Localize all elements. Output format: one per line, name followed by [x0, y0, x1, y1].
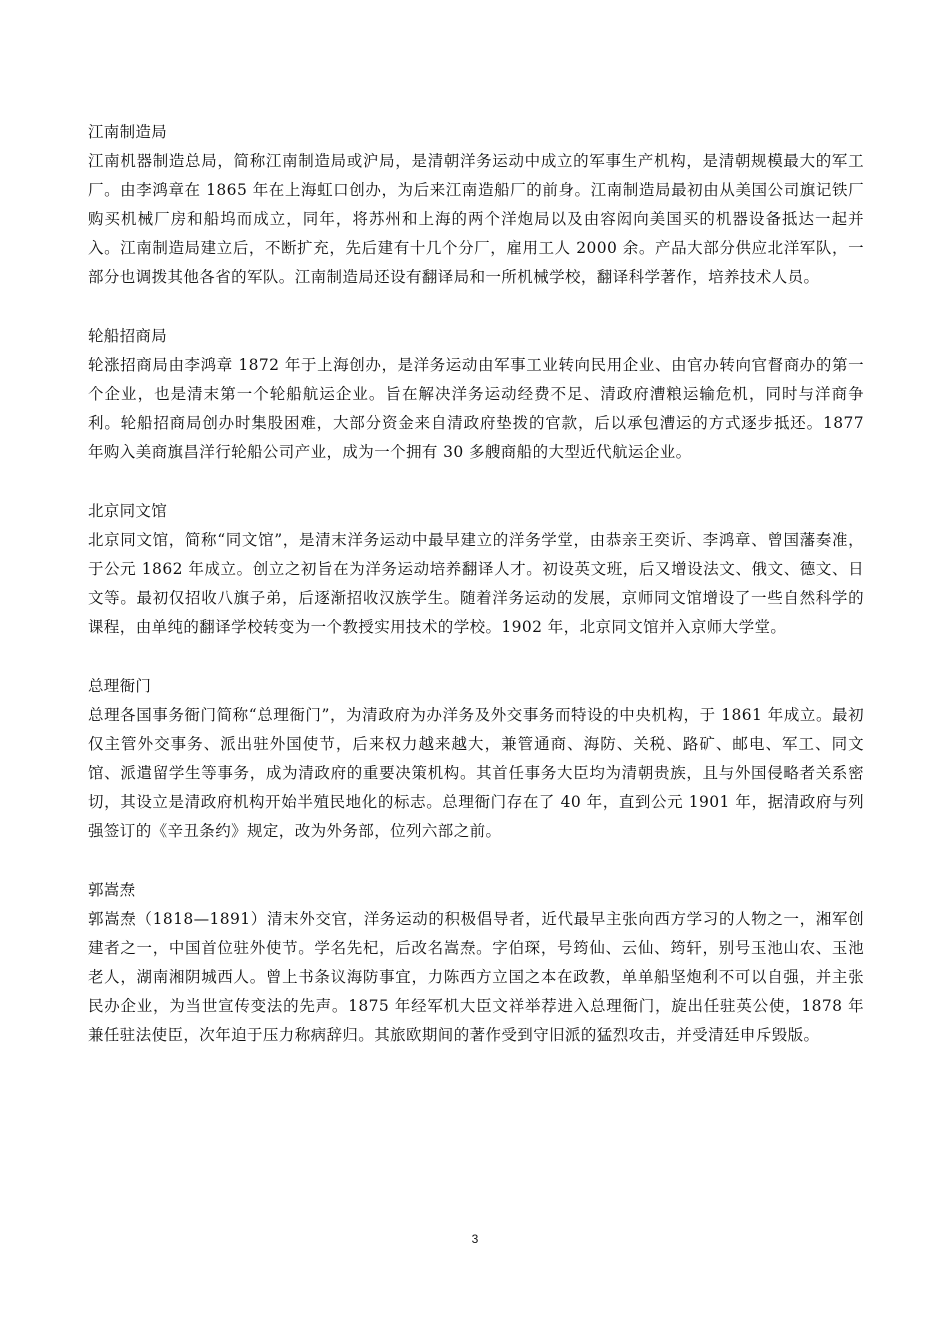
section-tongwen-guan [88, 497, 864, 642]
section-guo-songtao [88, 876, 864, 1050]
section-body: 轮涨招商局由李鸿章 1872 年于上海创办，是洋务运动由军事工业转向民用企业、由官办转向官督商办的第一个企业，也是清末第一个轮船航运企业。旨在解决洋务运动经费不足、清政府漕粮运输危机，同时与洋商争利。轮船招商局创办时集股困难，大部分资金来自清政府垫拨的官款，后以承包漕运的方式逐步抵还。1877 年购入美商旗昌洋行轮船公司产业，成为一个拥有 30 多艘商船的大型近代航运企业。 [88, 356, 864, 461]
section-china-merchants [88, 322, 864, 467]
section-body: 江南机器制造总局，简称江南制造局或沪局，是清朝洋务运动中成立的军事生产机构，是清朝规模最大的军工厂。由李鸿章在 1865 年在上海虹口创办，为后来江南造船厂的前身。江南制造局最初由从美国公司旗记铁厂购买机械厂房和船坞而成立，同年，将苏州和上海的两个洋炮局以及由容闳向美国买的机器设备抵达一起并入。江南制造局建立后，不断扩充，先后建有十几个分厂，雇用工人 2000 余。产品大部分供应北洋军队，一部分也调拨其他各省的军队。江南制造局还设有翻译局和一所机械学校，翻译科学著作，培养技术人员。 [88, 152, 864, 286]
section-body: 郭嵩焘（1818—1891）清末外交官，洋务运动的积极倡导者，近代最早主张向西方学习的人物之一，湘军创建者之一，中国首位驻外使节。学名先杞，后改名嵩焘。字伯琛，号筠仙、云仙、筠轩，别号玉池山农、玉池老人，湖南湘阴城西人。曾上书条议海防事宜，力陈西方立国之本在政教，单单船坚炮利不可以自强，并主张民办企业，为当世宣传变法的先声。1875 年经军机大臣文祥举荐进入总理衙门，旋出任驻英公使，1878 年兼任驻法使臣，次年迫于压力称病辞归。其旅欧期间的著作受到守旧派的猛烈攻击，并受清廷申斥毁版。 [88, 910, 864, 1044]
section-body: 北京同文馆，简称“同文馆”，是清末洋务运动中最早建立的洋务学堂，由恭亲王奕䜣、李鸿章、曾国藩奏准，于公元 1862 年成立。创立之初旨在为洋务运动培养翻译人才。初设英文班，后又增设法文、俄文、德文、日文等。最初仅招收八旗子弟，后逐渐招收汉族学生。随着洋务运动的发展，京师同文馆增设了一些自然科学的课程，由单纯的翻译学校转变为一个教授实用技术的学校。1902 年，北京同文馆并入京师大学堂。 [88, 531, 864, 636]
section-title: 总理衙门 [88, 677, 152, 695]
section-title: 江南制造局 [88, 123, 168, 141]
section-title: 轮船招商局 [88, 327, 168, 345]
section-title: 郭嵩焘 [88, 881, 136, 899]
section-jiangnan-arsenal [88, 118, 864, 292]
section-body: 总理各国事务衙门简称“总理衙门”，为清政府为办洋务及外交事务而特设的中央机构，于 1861 年成立。最初仅主管外交事务、派出驻外国使节，后来权力越来越大，兼管通商、海防、关税、路矿、邮电、军工、同文馆、派遣留学生等事务，成为清政府的重要决策机构。其首任事务大臣均为清朝贵族，且与外国侵略者关系密切，其设立是清政府机构开始半殖民地化的标志。总理衙门存在了 40 年，直到公元 1901 年，据清政府与列强签订的《辛丑条约》规定，改为外务部，位列六部之前。 [88, 706, 864, 840]
page-number: 3 [471, 1232, 479, 1246]
section-title: 北京同文馆 [88, 502, 168, 520]
document-content [88, 118, 864, 1080]
section-zongli-yamen [88, 672, 864, 846]
